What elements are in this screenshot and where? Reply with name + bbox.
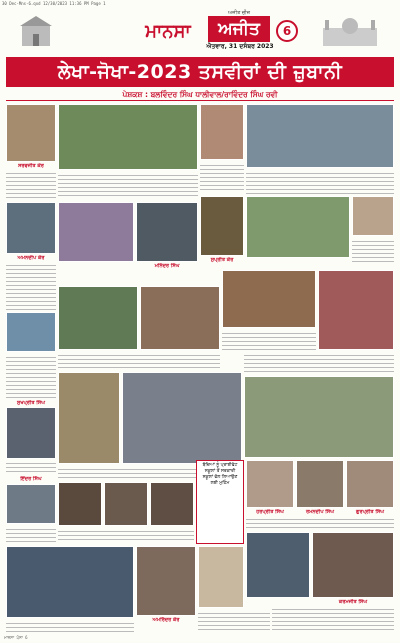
edition-town-title: ਮਾਨਸਾ <box>145 21 191 42</box>
photo <box>198 546 244 608</box>
photo <box>200 104 244 160</box>
photo <box>246 460 294 508</box>
photo <box>246 196 350 258</box>
paper-subtitle: ਅਜੀਤ ਚੀਜ਼ <box>228 10 250 16</box>
photo-name: ਮਨਿੰਦਰ ਸਿੰਘ <box>154 263 180 269</box>
photo <box>318 270 394 350</box>
caption-text <box>222 330 316 350</box>
photo-name: ਕਰਮਜੀਤ ਸਿੰਘ <box>338 599 368 605</box>
caption-text <box>246 516 394 530</box>
page-footer: ਮਾਨਸਾ ਪੰਨਾ 6 <box>4 635 28 640</box>
photo <box>104 482 148 526</box>
photo <box>136 202 198 262</box>
caption-text <box>58 172 198 196</box>
caption-text <box>58 352 220 370</box>
photo <box>136 546 196 616</box>
photo-name: ਇੰਦਰ ਸਿੰਘ <box>20 476 42 482</box>
photo <box>6 104 56 162</box>
byline: ਪੇਸ਼ਕਸ਼ : ਬਲਵਿੰਦਰ ਸਿੰਘ ਧਾਲੀਵਾਲ/ਰਾਵਿੰਦਰ ਸਿੰਘ ਰਵੀ <box>6 89 394 101</box>
photo <box>312 532 394 598</box>
photo <box>6 202 56 254</box>
caption-text <box>246 170 394 194</box>
photo-name: ਅਮਰਿੰਦਰ ਕੌਰ <box>152 617 180 623</box>
photo <box>244 376 394 458</box>
photo-name: ਹਰਪ੍ਰੀਤ ਸਿੰਘ <box>256 509 284 515</box>
caption-text <box>6 262 56 310</box>
caption-text <box>6 526 56 542</box>
paper-logo: ਅਜੀਤ <box>208 16 270 42</box>
photo <box>200 196 244 256</box>
photo <box>246 532 310 598</box>
caption-text <box>6 620 134 632</box>
photo <box>58 202 134 262</box>
caption-text <box>6 170 56 200</box>
caption-text <box>6 354 56 398</box>
caption-text <box>244 352 394 374</box>
photo-name: ਰਮਨਦੀਪ ਸਿੰਘ <box>306 509 334 515</box>
building-icon <box>16 14 56 48</box>
caption-text <box>272 606 394 630</box>
caption-text <box>58 528 194 542</box>
gurdwara-icon <box>315 14 385 48</box>
page-number-badge: 6 <box>276 20 298 42</box>
caption-text <box>198 610 270 630</box>
photo <box>6 484 56 524</box>
photo <box>6 546 134 618</box>
caption-text <box>352 238 394 264</box>
photo <box>246 104 394 168</box>
file-info-strip: 30 Dec-Mns-6.qxd 12/30/2023 11:36 PM Page 1 <box>2 1 106 6</box>
photo-name: ਅਮਨਦੀਪ ਕੌਰ <box>17 255 45 261</box>
photo <box>140 286 220 350</box>
photo <box>58 104 198 170</box>
photo <box>58 286 138 350</box>
photo <box>6 407 56 459</box>
page-headline: ਲੇਖਾ-ਜੋਖਾ-2023 ਤਸਵੀਰਾਂ ਦੀ ਜ਼ੁਬਾਨੀ <box>6 57 394 87</box>
photo <box>58 372 120 464</box>
sidebar-note: ਬੱਚਿਆਂ ਨੂੰ ਪ੍ਰਾਈਵੇਟ ਸਕੂਲਾਂ ਤੋਂ ਸਰਕਾਰੀ ਸਕੂਲਾਂ ਵੱਲ ਲਿਆਉਣ ਲਈ ਮੁਹਿੰਮ <box>196 460 244 544</box>
photo <box>346 460 394 508</box>
caption-text <box>6 460 56 474</box>
photo-name: ਸਰਵਜੀਤ ਕੌਰ <box>18 163 44 169</box>
caption-text <box>200 162 244 192</box>
photo-name: ਸੁਖਪ੍ਰੀਤ ਸਿੰਘ <box>17 400 45 406</box>
photo <box>150 482 194 526</box>
photo <box>122 372 242 464</box>
photo <box>352 196 394 236</box>
photo <box>6 312 56 352</box>
photo <box>222 270 316 328</box>
photo <box>58 482 102 526</box>
photo-name: ਸੁਪ੍ਰੀਤ ਕੌਰ <box>210 257 234 263</box>
photo-name: ਗੁਰਪ੍ਰੀਤ ਸਿੰਘ <box>355 509 384 515</box>
issue-date: ਐਤਵਾਰ, 31 ਦਸੰਬਰ 2023 <box>206 43 274 50</box>
photo <box>296 460 344 508</box>
